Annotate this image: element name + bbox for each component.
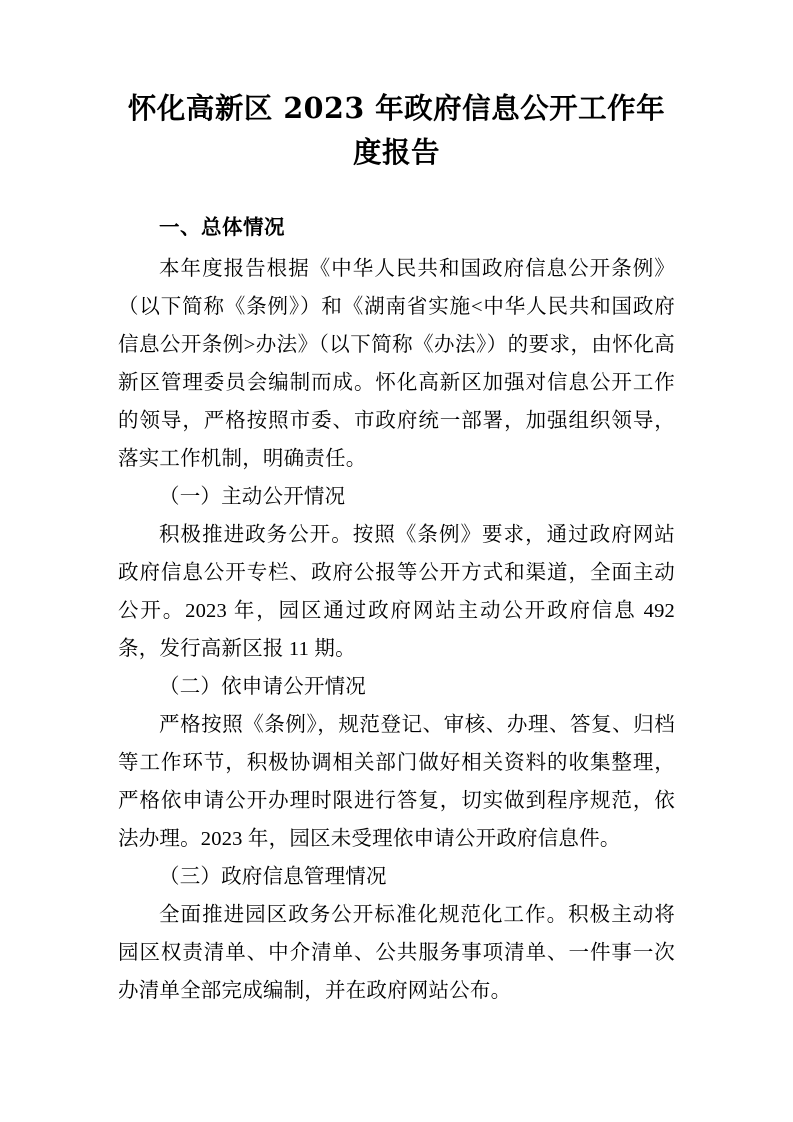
paragraph-information-management: 全面推进园区政务公开标准化规范化工作。积极主动将园区权责清单、中介清单、公共服务事项清单、一件事一次办清单全部完成编制，并在政府网站公布。 xyxy=(118,904,675,1002)
subheading-information-management: （三）政府信息管理情况 xyxy=(159,866,387,888)
paragraph-disclosure-upon-request: 严格按照《条例》，规范登记、审核、办理、答复、归档等工作环节，积极协调相关部门做好相关资料的收集整理，严格依申请公开办理时限进行答复，切实做到程序规范，依法办理。2023 年，园区未受理依申请公开政府信息件。 xyxy=(118,714,675,850)
section-heading-overall-situation: 一、总体情况 xyxy=(159,215,285,239)
paragraph-basis-and-compilation: 本年度报告根据《中华人民共和国政府信息公开条例》（以下简称《条例》）和《湖南省实施<中华人民共和国政府信息公开条例>办法》（以下简称《办法》）的要求，由怀化高新区管理委员会编制而成。怀化高新区加强对信息公开工作的领导，严格按照市委、市政府统一部署，加强组织领导，落实工作机制，明确责任。 xyxy=(118,258,675,470)
subheading-proactive-disclosure: （一）主动公开情况 xyxy=(159,486,346,508)
subheading-disclosure-upon-request: （二）依申请公开情况 xyxy=(159,676,366,698)
paragraph-proactive-disclosure: 积极推进政务公开。按照《条例》要求，通过政府网站政府信息公开专栏、政府公报等公开方式和渠道，全面主动公开。2023 年，园区通过政府网站主动公开政府信息 492 条，发行高新区报 11 期。 xyxy=(118,524,675,660)
page-title: 怀化高新区 2023 年政府信息公开工作年度报告 xyxy=(127,91,666,169)
